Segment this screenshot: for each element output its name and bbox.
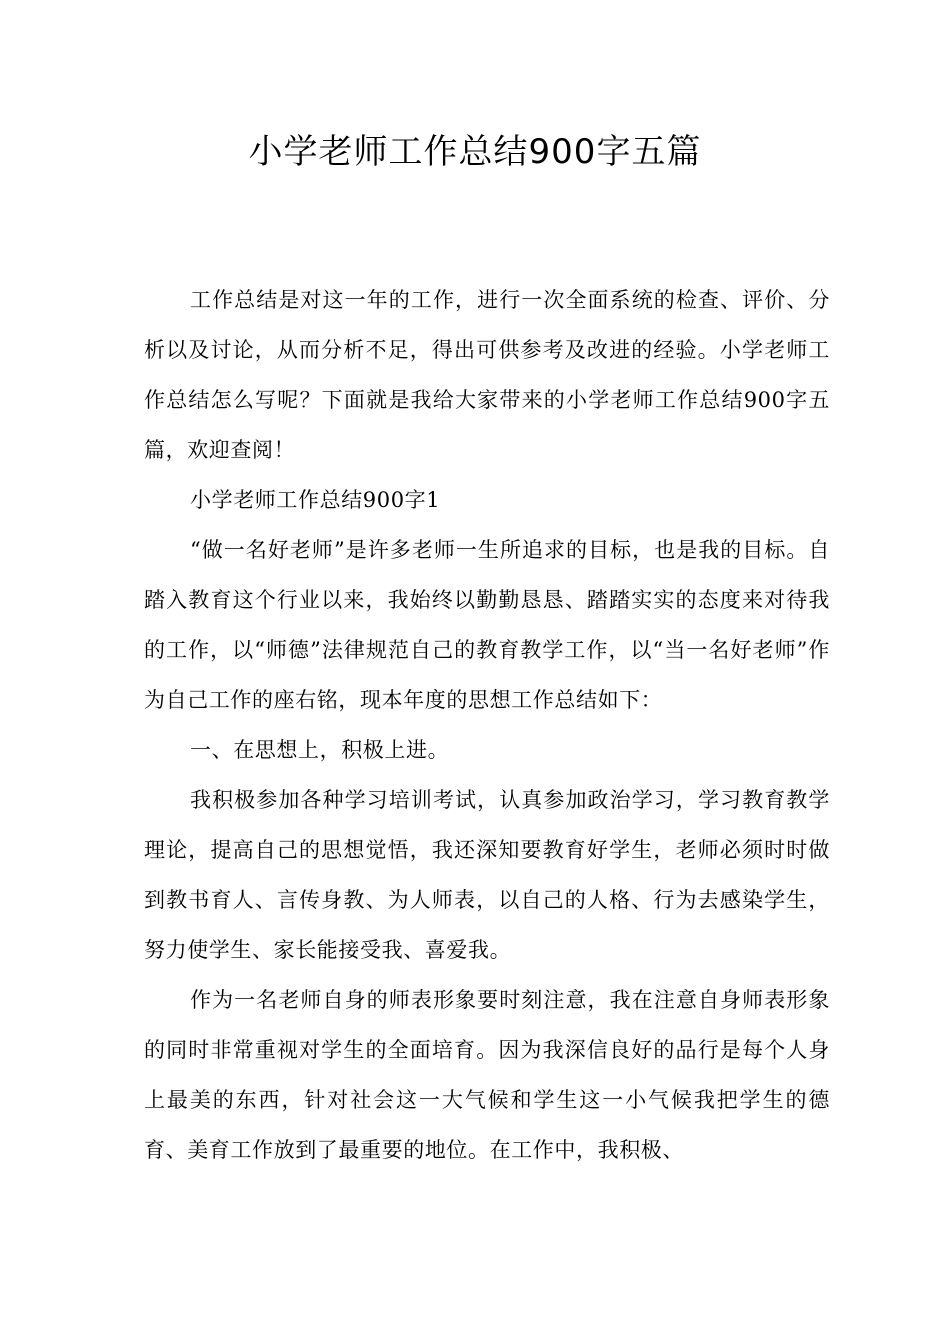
paragraph-intro: 工作总结是对这一年的工作，进行一次全面系统的检查、评价、分析以及讨论，从而分析不足，得出可供参考及改进的经验。小学老师工作总结怎么写呢？下面就是我给大家带来的小学老师工作总结900字五篇，欢迎查阅！ bbox=[144, 288, 830, 462]
paragraph-image: 作为一名老师自身的师表形象要时刻注意，我在注意自身师表形象的同时非常重视对学生的全面培育。因为我深信良好的品行是每个人身上最美的东西，针对社会这一大气候和学生这一小气候我把学生的德育、美育工作放到了最重要的地位。在工作中，我积极、 bbox=[144, 988, 830, 1162]
section-heading-1: 小学老师工作总结900字1 bbox=[190, 488, 441, 512]
paragraph-study: 我积极参加各种学习培训考试，认真参加政治学习，学习教育教学理论，提高自己的思想觉悟，我还深知要教育好学生，老师必须时时做到教书育人、言传身教、为人师表，以自己的人格、行为去感染学生，努力使学生、家长能接受我、喜爱我。 bbox=[144, 788, 830, 962]
document-body bbox=[144, 275, 830, 1175]
document-title: 小学老师工作总结900字五篇 bbox=[248, 132, 702, 172]
paragraph-goal: “做一名好老师”是许多老师一生所追求的目标，也是我的目标。自踏入教育这个行业以来，我始终以勤勤恳恳、踏踏实实的态度来对待我的工作，以“师德”法律规范自己的教育教学工作，以“当一名好老师”作为自己工作的座右铭，现本年度的思想工作总结如下： bbox=[144, 538, 830, 712]
subheading-thought: 一、在思想上，积极上进。 bbox=[190, 738, 450, 762]
